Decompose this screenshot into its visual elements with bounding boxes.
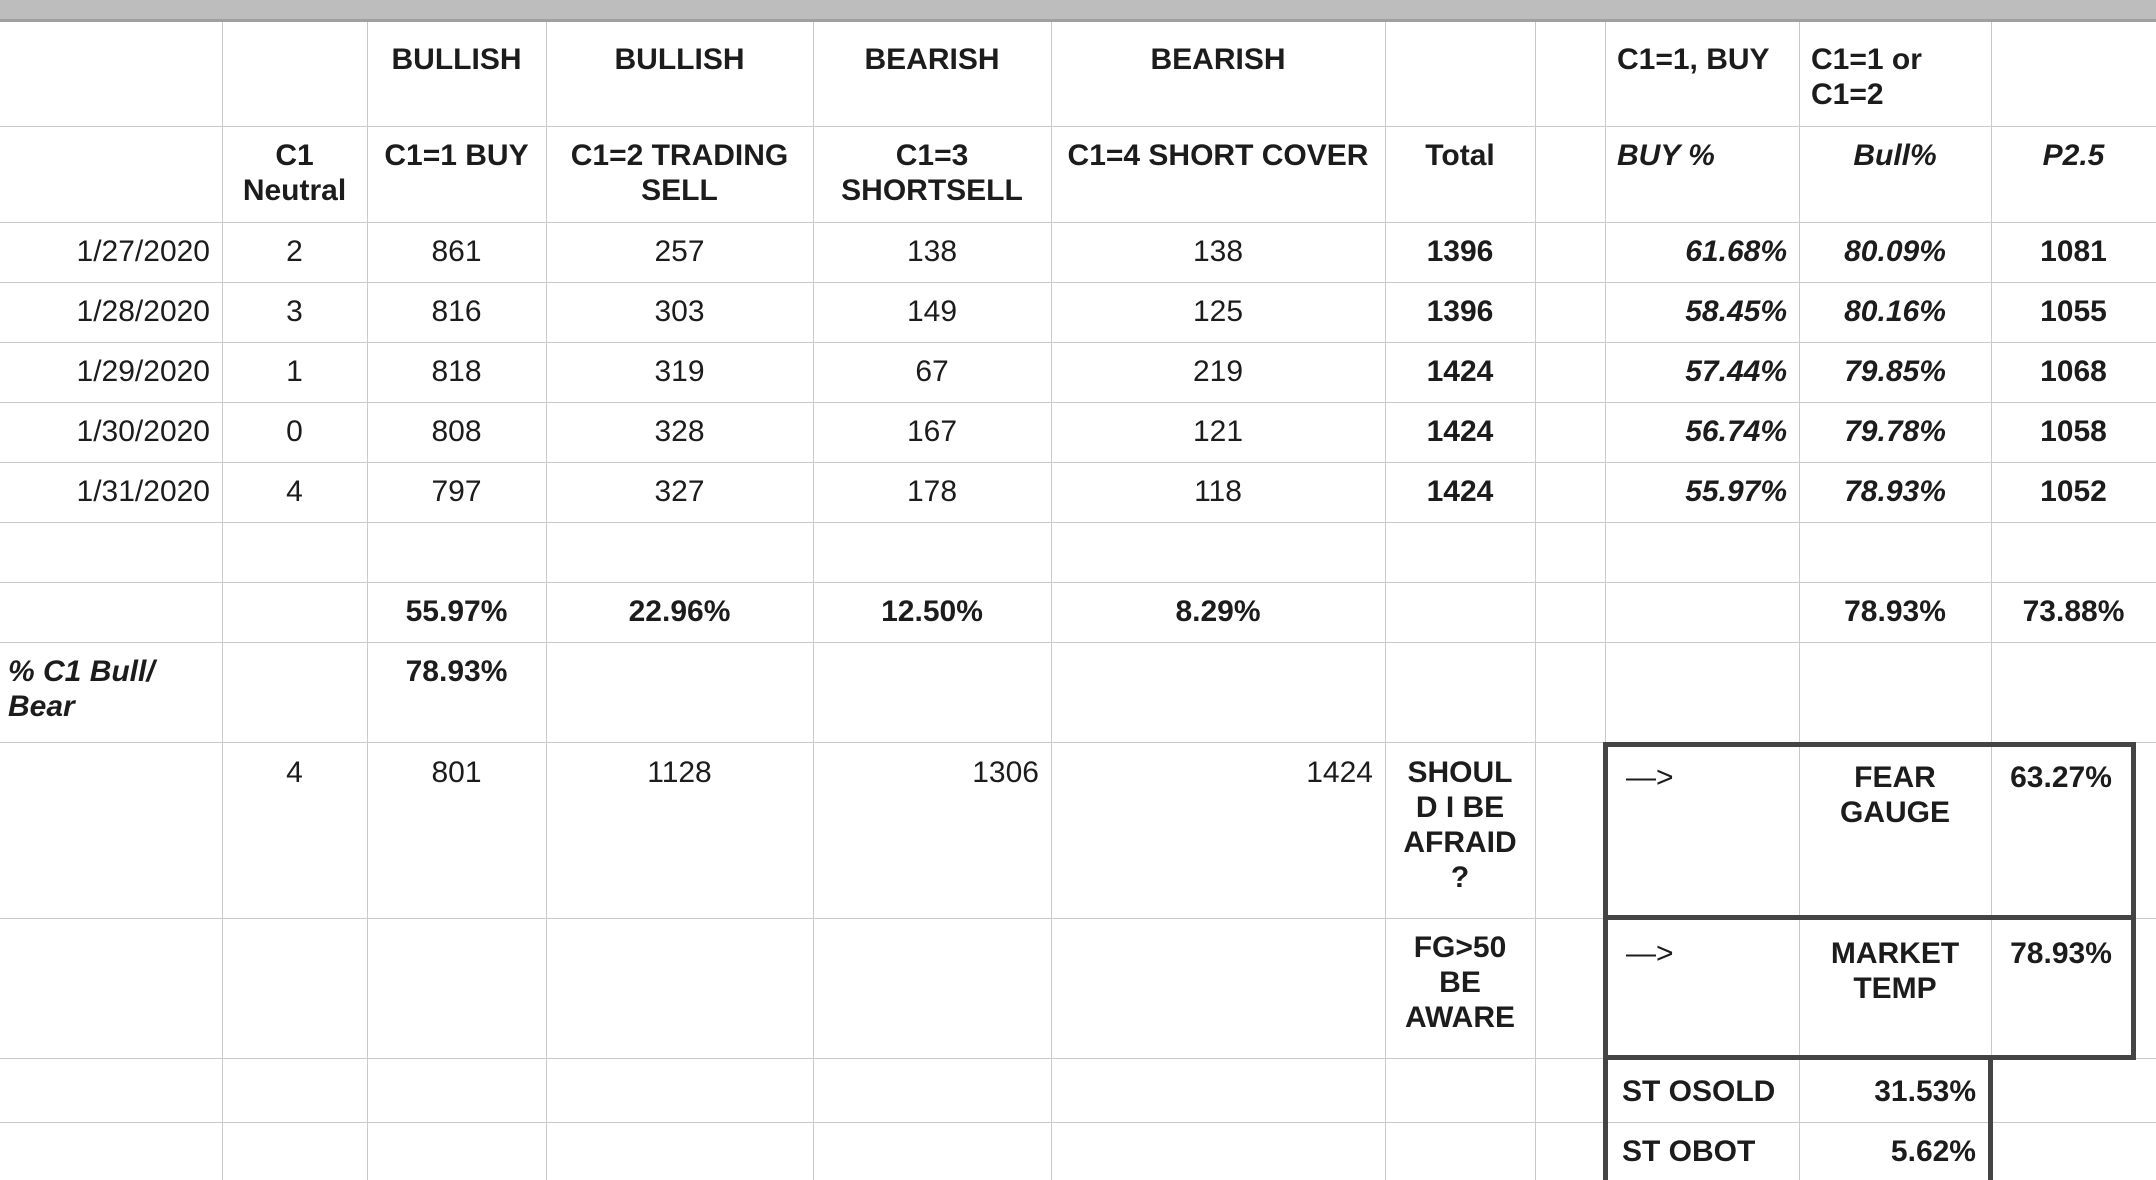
st-right-border [1988, 1058, 1993, 1180]
shortsell-cell[interactable]: 138 [906, 235, 958, 268]
spreadsheet-grid [0, 22, 2156, 1180]
cumulative-shortsell-cell[interactable]: 1306 [972, 756, 1039, 789]
buy-pct-cell[interactable]: 57.44% [1685, 355, 1787, 388]
st-osold-value[interactable]: 31.53% [1874, 1075, 1976, 1108]
market-temp-label[interactable]: MARKET TEMP [1830, 937, 1960, 1005]
grid-row-line [0, 342, 2156, 343]
shortsell-cell[interactable]: 167 [906, 415, 958, 448]
trading-percent-cell[interactable]: 22.96% [628, 595, 731, 628]
total-cell[interactable]: 1424 [1426, 415, 1494, 448]
buy-pct-cell[interactable]: 58.45% [1685, 295, 1787, 328]
header-bearish-shortsell[interactable]: BEARISH [864, 43, 1000, 76]
header-total[interactable]: Total [1425, 139, 1495, 172]
shortsell-cell[interactable]: 178 [906, 475, 958, 508]
total-cell[interactable]: 1424 [1426, 355, 1494, 388]
cumulative-buy-cell[interactable]: 801 [431, 756, 482, 789]
total-cell[interactable]: 1396 [1426, 235, 1494, 268]
total-cell[interactable]: 1424 [1426, 475, 1494, 508]
shortcover-percent-cell[interactable]: 8.29% [1175, 595, 1261, 628]
header-c1-bull-or[interactable]: C1=1 or C1=2 [1811, 43, 1922, 111]
grid-row-line [0, 1122, 2156, 1123]
total-cell[interactable]: 1396 [1426, 295, 1494, 328]
grid-row-line [0, 522, 2156, 523]
header-c1-buy-count[interactable]: C1=1 BUY [384, 139, 529, 172]
trading-cell[interactable]: 327 [654, 475, 705, 508]
bull-pct-cell[interactable]: 80.16% [1844, 295, 1946, 328]
shortsell-cell[interactable]: 67 [915, 355, 949, 388]
grid-row-line [0, 222, 2156, 223]
date-cell[interactable]: 1/29/2020 [76, 355, 210, 388]
trading-cell[interactable]: 257 [654, 235, 705, 268]
trading-cell[interactable]: 319 [654, 355, 705, 388]
buy-cell[interactable]: 797 [431, 475, 482, 508]
header-bearish-shortcover[interactable]: BEARISH [1150, 43, 1286, 76]
neutral-cell[interactable]: 4 [286, 475, 303, 508]
header-c1-neutral[interactable]: C1 Neutral [242, 139, 347, 207]
bull-percent-cell[interactable]: 78.93% [1844, 595, 1946, 628]
fear-gauge-value[interactable]: 63.27% [2010, 761, 2112, 794]
grid-column-line [1535, 22, 1536, 1180]
neutral-cell[interactable]: 2 [286, 235, 303, 268]
buy-pct-cell[interactable]: 56.74% [1685, 415, 1787, 448]
p25-cell[interactable]: 1081 [2040, 235, 2107, 268]
should-i-be-afraid-label[interactable]: SHOUL D I BE AFRAID ? [1403, 756, 1517, 894]
date-cell[interactable]: 1/28/2020 [76, 295, 210, 328]
shortcover-cell[interactable]: 121 [1192, 415, 1244, 448]
buy-cell[interactable]: 816 [431, 295, 482, 328]
grid-row-line [0, 126, 2156, 127]
header-p25[interactable]: P2.5 [2042, 139, 2105, 172]
st-obot-value[interactable]: 5.62% [1890, 1135, 1976, 1168]
header-bull-pct[interactable]: Bull% [1853, 139, 1937, 172]
p25-cell[interactable]: 1052 [2040, 475, 2107, 508]
date-cell[interactable]: 1/27/2020 [76, 235, 210, 268]
shortcover-cell[interactable]: 118 [1194, 475, 1242, 508]
header-bullish-trading[interactable]: BULLISH [614, 43, 745, 76]
fear-gauge-note[interactable]: FG>50 BE AWARE [1404, 931, 1515, 1034]
p25-cell[interactable]: 1058 [2040, 415, 2107, 448]
shortcover-cell[interactable]: 138 [1192, 235, 1244, 268]
neutral-cell[interactable]: 1 [286, 355, 303, 388]
shortcover-cell[interactable]: 219 [1192, 355, 1244, 388]
bull-pct-cell[interactable]: 79.78% [1844, 415, 1946, 448]
header-c1-trading-sell[interactable]: C1=2 TRADING SELL [570, 139, 789, 207]
trading-cell[interactable]: 303 [654, 295, 705, 328]
st-osold-label[interactable]: ST OSOLD [1622, 1075, 1776, 1108]
fear-gauge-label[interactable]: FEAR GAUGE [1839, 761, 1950, 829]
spreadsheet-top-bar [0, 0, 2156, 22]
trading-cell[interactable]: 328 [654, 415, 705, 448]
buy-cell[interactable]: 818 [431, 355, 482, 388]
shortsell-percent-cell[interactable]: 12.50% [881, 595, 983, 628]
cumulative-trading-cell[interactable]: 1128 [647, 756, 712, 789]
header-c1-short-cover[interactable]: C1=4 SHORT COVER [1067, 139, 1369, 172]
date-cell[interactable]: 1/31/2020 [76, 475, 210, 508]
header-buy-pct[interactable]: BUY % [1617, 139, 1715, 172]
shortsell-cell[interactable]: 149 [906, 295, 958, 328]
st-left-border [1603, 1058, 1608, 1180]
buy-cell[interactable]: 861 [431, 235, 482, 268]
grid-row-line [0, 642, 2156, 643]
neutral-cell[interactable]: 3 [286, 295, 303, 328]
buy-cell[interactable]: 808 [431, 415, 482, 448]
header-c1-buy[interactable]: C1=1, BUY [1617, 43, 1770, 76]
bull-pct-cell[interactable]: 79.85% [1844, 355, 1946, 388]
p25-cell[interactable]: 1068 [2040, 355, 2107, 388]
cumulative-neutral-cell[interactable]: 4 [286, 756, 303, 789]
bull-pct-cell[interactable]: 80.09% [1844, 235, 1946, 268]
header-c1-shortsell[interactable]: C1=3 SHORTSELL [841, 139, 1023, 207]
shortcover-cell[interactable]: 125 [1192, 295, 1244, 328]
cumulative-shortcover-cell[interactable]: 1424 [1306, 756, 1373, 789]
buy-pct-cell[interactable]: 55.97% [1685, 475, 1787, 508]
p25-percent-cell[interactable]: 73.88% [2022, 595, 2125, 628]
date-cell[interactable]: 1/30/2020 [76, 415, 210, 448]
p25-cell[interactable]: 1055 [2040, 295, 2107, 328]
buy-percent-cell[interactable]: 55.97% [405, 595, 508, 628]
neutral-cell[interactable]: 0 [286, 415, 303, 448]
grid-row-line [0, 582, 2156, 583]
grid-row-line [0, 282, 2156, 283]
bull-bear-label[interactable]: % C1 Bull/ Bear [8, 655, 155, 723]
bull-bear-value[interactable]: 78.93% [405, 655, 508, 688]
grid-row-line [0, 462, 2156, 463]
grid-row-line [0, 402, 2156, 403]
buy-pct-cell[interactable]: 61.68% [1685, 235, 1787, 268]
bull-pct-cell[interactable]: 78.93% [1844, 475, 1946, 508]
fear-gauge-arrow[interactable]: —> [1626, 761, 1674, 794]
market-temp-arrow[interactable]: —> [1626, 937, 1674, 970]
st-obot-label[interactable]: ST OBOT [1622, 1135, 1756, 1168]
header-bullish-buy[interactable]: BULLISH [391, 43, 522, 76]
market-temp-value[interactable]: 78.93% [2010, 937, 2112, 970]
